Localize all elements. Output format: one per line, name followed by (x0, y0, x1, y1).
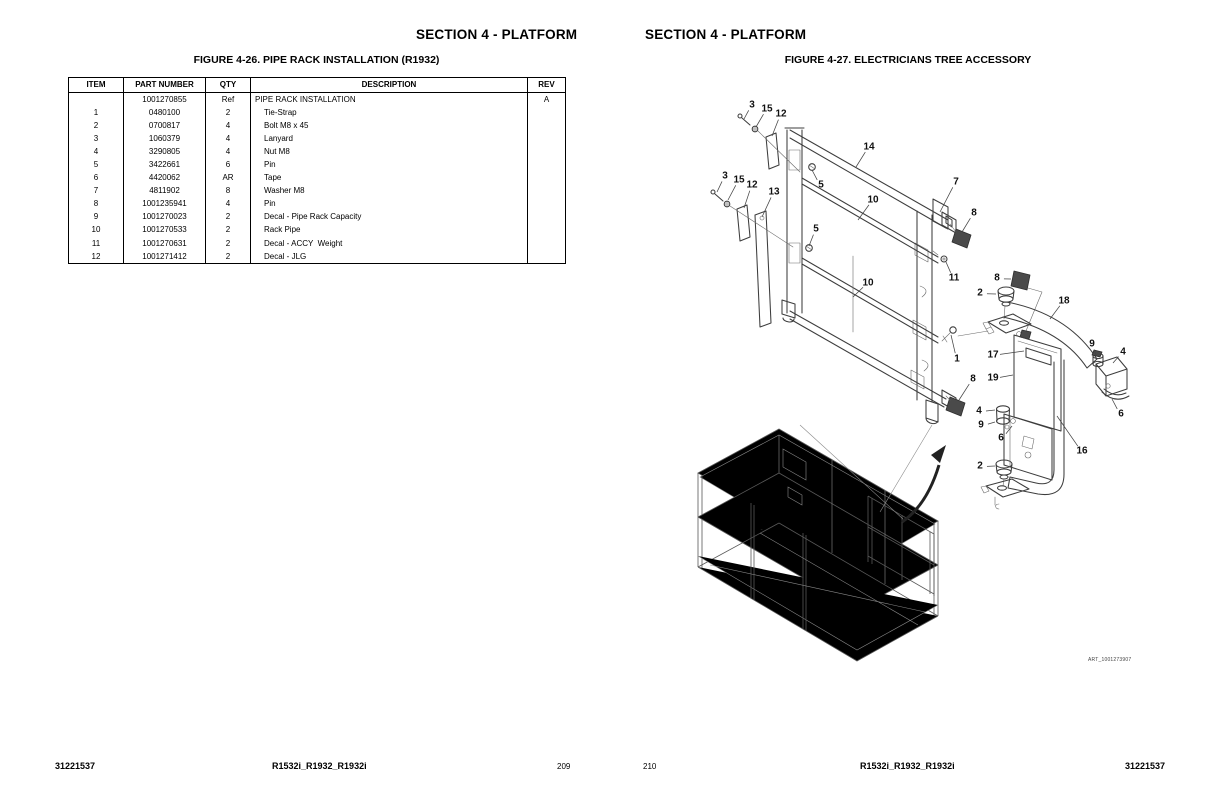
callout-label: 4 (976, 405, 982, 417)
callout-leader-line (986, 410, 995, 411)
callout-label: 10 (862, 277, 874, 289)
callout-leader-line (744, 110, 749, 119)
callout-leader-line (1050, 306, 1060, 319)
callout-leader-line (856, 152, 865, 167)
table-cell-qty: 2 (206, 250, 251, 264)
table-cell-desc: Decal - Pipe Rack Capacity (251, 211, 528, 224)
table-cell-desc: Decal - ACCY Weight (251, 237, 528, 250)
table-row (69, 237, 566, 250)
table-cell-rev (528, 237, 566, 250)
callout-leader-line (1112, 399, 1117, 409)
table-cell-part: 3422661 (124, 158, 206, 171)
footer-doc-number-left: 31221537 (55, 761, 96, 771)
table-cell-item: 7 (93, 186, 99, 196)
callout-label: 2 (977, 287, 983, 299)
callout-leader-line (809, 235, 813, 246)
table-cell-part: 1001270533 (124, 224, 206, 237)
table-row (69, 132, 566, 145)
table-cell-qty: 2 (206, 106, 251, 119)
callout-leader-line (1000, 351, 1024, 354)
table-cell-qty: 2 (206, 224, 251, 237)
footer-model-right: R1532i_R1932_R1932i (860, 761, 955, 771)
callout-leader-line (946, 262, 951, 273)
callout-leader-line (812, 170, 817, 180)
table-cell-desc: Pin (251, 198, 528, 211)
footer-doc-number-right: 31221537 (1124, 761, 1165, 771)
footer-page-number-left: 209 (557, 762, 571, 771)
callout-label: 5 (818, 179, 824, 191)
callout-label: 14 (863, 141, 875, 153)
table-cell-rev (528, 132, 566, 145)
table-cell-qty: 2 (206, 237, 251, 250)
table-row (69, 185, 566, 198)
table-cell-part: 4811902 (124, 185, 206, 198)
table-row (69, 158, 566, 171)
callout-label: 15 (733, 174, 745, 186)
callout-leader-line (940, 187, 953, 212)
table-cell-part: 0700817 (124, 119, 206, 132)
table-row (69, 106, 566, 119)
table-cell-item: 6 (93, 173, 99, 183)
callout-label: 1 (954, 353, 960, 365)
table-cell-rev (528, 145, 566, 158)
callout-label: 15 (761, 103, 773, 115)
table-cell-item: 10 (91, 225, 101, 235)
callout-label: 9 (1089, 338, 1095, 350)
callout-leader-line (959, 384, 969, 400)
pipe-rack-drawing (711, 114, 971, 424)
table-cell-rev: A (528, 93, 566, 107)
table-cell-rev (528, 158, 566, 171)
callout-leader-line (962, 218, 970, 232)
table-cell-rev (528, 172, 566, 185)
callout-label: 13 (768, 186, 780, 198)
callout-leader-line (728, 185, 736, 200)
table-cell-rev (528, 211, 566, 224)
table-cell-qty: Ref (206, 93, 251, 107)
table-cell-rev (528, 250, 566, 264)
table-cell-desc: Rack Pipe (251, 224, 528, 237)
table-cell-desc: Nut M8 (251, 145, 528, 158)
callout-label: 11 (948, 272, 960, 284)
art-reference-number: ART_1001273907 (1088, 657, 1132, 663)
table-cell-desc: Tape (251, 172, 528, 185)
table-header-cell: PART NUMBER (124, 78, 206, 93)
table-cell-desc: Washer M8 (251, 185, 528, 198)
table-cell-rev (528, 119, 566, 132)
table-header-cell: ITEM (69, 78, 124, 93)
table-cell-desc: Bolt M8 x 45 (251, 119, 528, 132)
table-cell-item: 4 (93, 146, 99, 156)
table-row (69, 145, 566, 158)
left-figure-title: FIGURE 4-26. PIPE RACK INSTALLATION (R1932) (193, 54, 440, 66)
table-cell-item: 11 (91, 238, 101, 248)
electricians-tree-diagram (680, 85, 1150, 685)
table-cell-rev (528, 106, 566, 119)
table-cell-part: 1001235941 (124, 198, 206, 211)
left-section-title: SECTION 4 - PLATFORM (416, 27, 578, 42)
table-cell-desc: Tie-Strap (251, 106, 528, 119)
table-cell-item (69, 93, 124, 107)
footer-page-number-right: 210 (643, 762, 657, 771)
table-cell-part: 1001271412 (124, 250, 206, 264)
table-row (69, 119, 566, 132)
table-cell-qty: 4 (206, 132, 251, 145)
callout-label: 12 (775, 108, 787, 120)
table-row (69, 172, 566, 185)
table-cell-qty: 6 (206, 158, 251, 171)
callout-label: 6 (1118, 408, 1124, 420)
table-cell-item: 1 (93, 107, 99, 117)
callout-leader-line (951, 335, 955, 353)
table-cell-desc: Decal - JLG (251, 250, 528, 264)
callout-label: 6 (998, 432, 1004, 444)
table-cell-part: 1001270023 (124, 211, 206, 224)
electricians-tree-drawing (958, 271, 1129, 509)
callout-label: 12 (746, 179, 758, 191)
parts-table-body (69, 93, 566, 264)
footer-model-left: R1532i_R1932_R1932i (272, 761, 367, 771)
callout-leader-line (1000, 375, 1013, 377)
table-cell-item: 8 (93, 199, 99, 209)
callout-label: 3 (722, 170, 728, 182)
table-header-cell: DESCRIPTION (251, 78, 528, 93)
table-cell-desc: Pin (251, 158, 528, 171)
callout-leader-line (858, 205, 869, 220)
parts-table (68, 77, 566, 264)
callout-label: 9 (978, 419, 984, 431)
table-header-row (69, 78, 566, 93)
callout-label: 8 (970, 373, 976, 385)
right-section-title: SECTION 4 - PLATFORM (645, 27, 807, 42)
platform-basket-drawing (698, 425, 938, 661)
table-row (69, 224, 566, 237)
callout-label: 5 (813, 223, 819, 235)
callout-label: 7 (953, 176, 959, 188)
table-cell-rev (528, 224, 566, 237)
table-cell-qty: AR (206, 172, 251, 185)
callout-leader-line (756, 114, 763, 127)
table-row (69, 198, 566, 211)
table-cell-part: 3290805 (124, 145, 206, 158)
callout-label: 8 (994, 272, 1000, 284)
right-figure-title: FIGURE 4-27. ELECTRICIANS TREE ACCESSORY (784, 54, 1032, 66)
table-cell-qty: 4 (206, 119, 251, 132)
callout-label: 3 (749, 99, 755, 111)
table-cell-desc: Lanyard (251, 132, 528, 145)
table-cell-rev (528, 185, 566, 198)
callout-leader-line (717, 181, 722, 192)
table-row (69, 211, 566, 224)
callout-label: 8 (971, 207, 977, 219)
table-cell-item: 9 (93, 212, 99, 222)
table-row (69, 93, 566, 107)
callout-label: 10 (867, 194, 879, 206)
table-cell-part: 4420062 (124, 172, 206, 185)
callout-label: 4 (1120, 346, 1126, 358)
table-cell-part: 1001270855 (124, 93, 206, 107)
table-cell-qty: 4 (206, 198, 251, 211)
table-cell-qty: 2 (206, 211, 251, 224)
table-cell-qty: 4 (206, 145, 251, 158)
callout-label: 18 (1058, 295, 1070, 307)
table-header-cell: REV (528, 78, 566, 93)
table-cell-item: 2 (93, 120, 99, 130)
table-header-cell: QTY (206, 78, 251, 93)
callout-leader-line (988, 422, 995, 424)
table-row (69, 250, 566, 264)
table-cell-item: 12 (91, 251, 101, 261)
table-cell-item: 3 (93, 133, 99, 143)
table-cell-qty: 8 (206, 185, 251, 198)
callout-label: 19 (987, 372, 999, 384)
table-cell-desc: PIPE RACK INSTALLATION (251, 93, 528, 107)
table-cell-part: 1060379 (124, 132, 206, 145)
table-cell-part: 1001270631 (124, 237, 206, 250)
callout-label: 2 (977, 460, 983, 472)
callout-label: 17 (987, 349, 999, 361)
table-cell-item: 5 (93, 160, 99, 170)
table-cell-part: 0480100 (124, 106, 206, 119)
table-cell-rev (528, 198, 566, 211)
callout-label: 16 (1076, 445, 1088, 457)
